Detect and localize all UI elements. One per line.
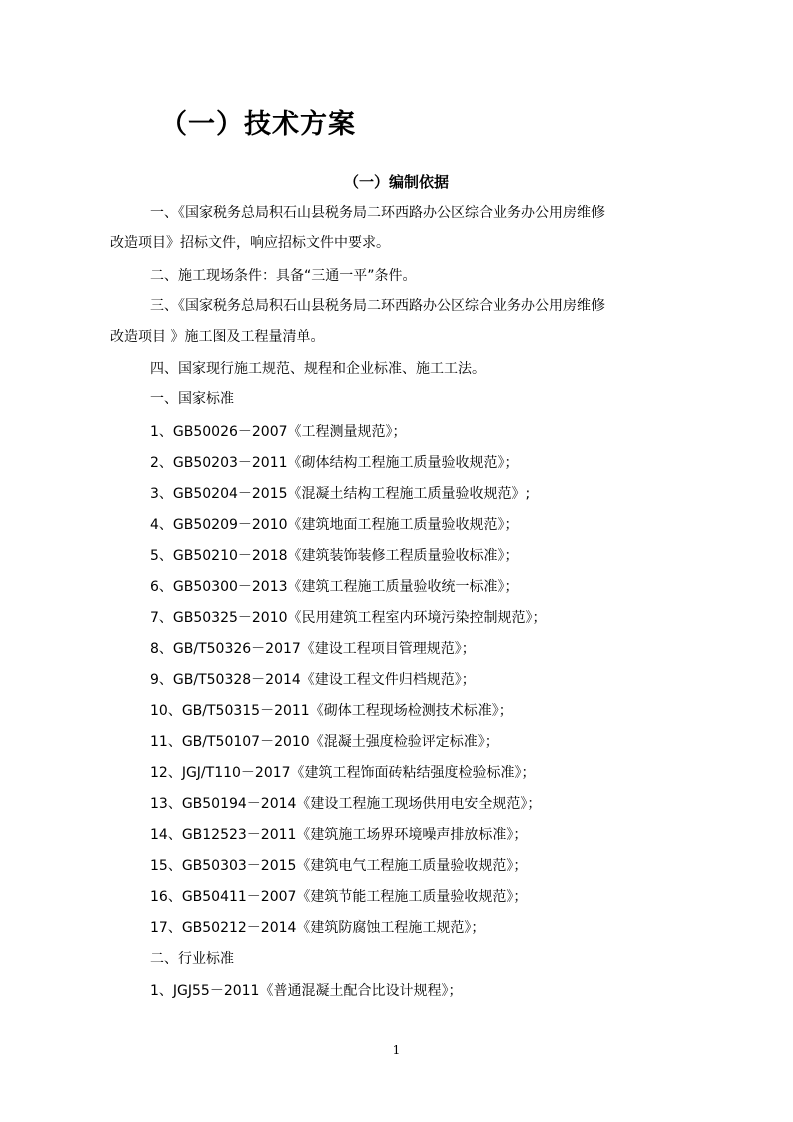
basis-item-3: 三、《国家税务总局积石山县税务局二环西路办公区综合业务办公用房维修	[150, 298, 605, 314]
standard-item: 5、GB50210－2018《建筑装饰装修工程质量验收标准》；	[150, 548, 519, 564]
standard-item: 2、GB50203－2011《砌体结构工程施工质量验收规范》；	[150, 455, 519, 471]
basis-item-1: 一、《国家税务总局积石山县税务局二环西路办公区综合业务办公用房维修	[150, 205, 605, 221]
standard-item: 12、JGJ/T110－2017《建筑工程饰面砖粘结强度检验标准》；	[150, 765, 536, 781]
standard-item: 17、GB50212－2014《建筑防腐蚀工程施工规范》；	[150, 920, 486, 936]
page-number: 1	[392, 1043, 401, 1057]
industry-standards-heading: 二、行业标准	[150, 951, 234, 967]
standard-item: 13、GB50194－2014《建设工程施工现场供用电安全规范》；	[150, 796, 542, 812]
standard-item: 4、GB50209－2010《建筑地面工程施工质量验收规范》；	[150, 517, 519, 533]
national-standards-heading: 一、国家标准	[150, 391, 234, 407]
standard-item: 1、JGJ55－2011《普通混凝土配合比设计规程》；	[150, 983, 463, 999]
section-heading: （一）编制依据	[343, 173, 449, 191]
standard-item: 1、GB50026－2007《工程测量规范》；	[150, 424, 407, 440]
standard-item: 3、GB50204－2015《混凝土结构工程施工质量验收规范》;	[150, 486, 531, 502]
standard-item: 7、GB50325－2010《民用建筑工程室内环境污染控制规范》；	[150, 610, 547, 626]
standard-item: 15、GB50303－2015《建筑电气工程施工质量验收规范》；	[150, 858, 528, 874]
standard-item: 11、GB/T50107－2010《混凝土强度检验评定标准》；	[150, 734, 499, 750]
standard-item: 16、GB50411－2007《建筑节能工程施工质量验收规范》；	[150, 889, 528, 905]
document-title: （一）技术方案	[160, 109, 356, 140]
standard-item: 9、GB/T50328－2014《建设工程文件归档规范》；	[150, 672, 476, 688]
standard-item: 6、GB50300－2013《建筑工程施工质量验收统一标准》；	[150, 579, 519, 595]
basis-item-4: 四、国家现行施工规范、规程和企业标准、施工工法。	[150, 361, 486, 377]
basis-item-2: 二、施工现场条件：具备“三通一平”条件。	[150, 268, 417, 284]
standard-item: 10、GB/T50315－2011《砌体工程现场检测技术标准》；	[150, 703, 513, 719]
standard-item: 8、GB/T50326－2017《建设工程项目管理规范》；	[150, 641, 476, 657]
basis-item-1-cont: 改造项目》招标文件，响应招标文件中要求。	[110, 235, 390, 251]
standard-item: 14、GB12523－2011《建筑施工场界环境噪声排放标准》；	[150, 827, 528, 843]
basis-item-3-cont: 改造项目 》施工图及工程量清单。	[110, 329, 325, 345]
